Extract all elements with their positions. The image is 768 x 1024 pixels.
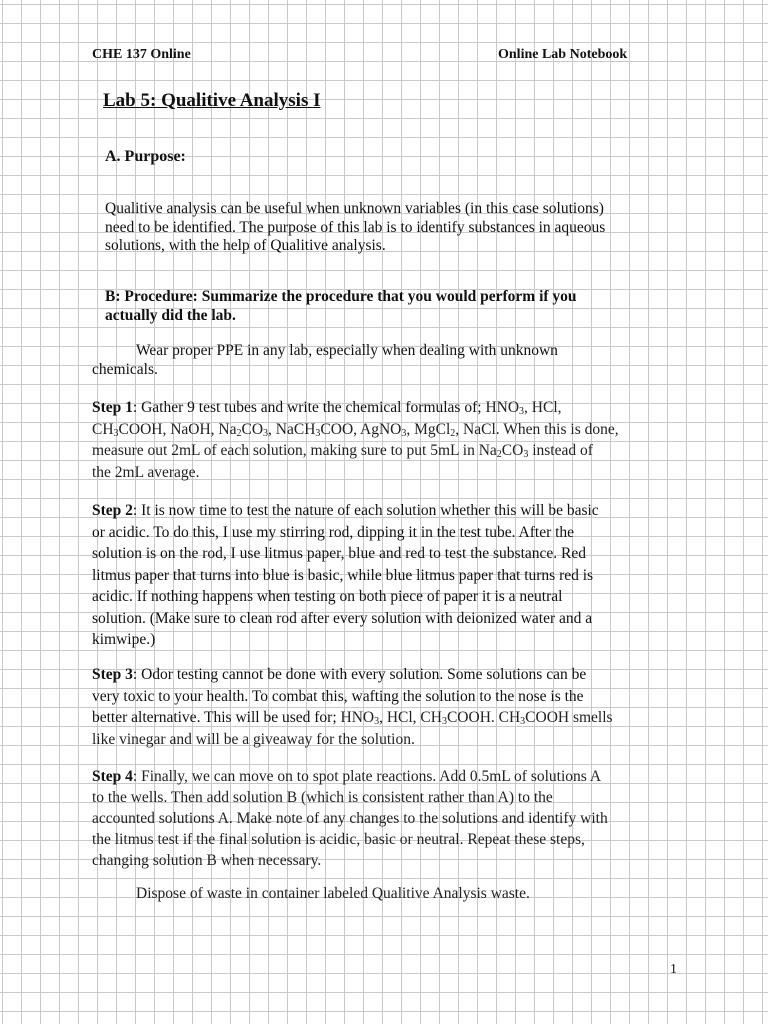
header-course: CHE 137 Online xyxy=(92,47,191,62)
page-number: 1 xyxy=(670,962,677,977)
intro-line: chemicals. xyxy=(92,360,158,378)
header-notebook: Online Lab Notebook xyxy=(498,47,628,62)
lab-title: Lab 5: Qualitive Analysis I xyxy=(103,90,321,111)
step-3-label: Step 3 xyxy=(92,666,133,683)
step-4-line: changing solution B when necessary. xyxy=(92,852,322,869)
step-1-label: Step 1 xyxy=(92,399,133,416)
step-2-line: Step 2: It is now time to test the nature of each solution whether this will be basic xyxy=(92,502,599,519)
step-1-line: the 2mL average. xyxy=(92,463,200,481)
step-3 xyxy=(92,664,613,750)
purpose-paragraph xyxy=(105,200,605,256)
step-1-line: measure out 2mL of each solution, making sure to put 5mL in $Na_2CO_3$ instead of xyxy=(92,442,593,460)
step-3-line: like vinegar and will be a giveaway for the solution. xyxy=(92,730,415,748)
step-2-line: kimwipe.) xyxy=(92,631,156,648)
step-2-label: Step 2 xyxy=(92,502,133,519)
step-4 xyxy=(92,766,608,871)
step-2-line: litmus paper that turns into blue is basic, while blue litmus paper that turns red is xyxy=(92,566,594,584)
step-3-line: Step 3: Odor testing cannot be done with every solution. Some solutions can be xyxy=(92,666,587,683)
step-1 xyxy=(92,397,619,483)
procedure-heading-line: actually did the lab. xyxy=(105,306,236,324)
step-2 xyxy=(92,500,599,651)
step-4-line: to the wells. Then add solution B (which is consistent rather than A) to the xyxy=(92,789,553,806)
purpose-heading: A. Purpose: xyxy=(105,148,186,165)
step-2-line: solution is on the rod, I use litmus paper, blue and red to test the substance. Red xyxy=(92,545,586,562)
step-2-line: solution. (Make sure to clean rod after every solution with deionized water and a xyxy=(92,609,593,627)
procedure-heading xyxy=(105,288,577,325)
procedure-heading-line: B: Procedure: Summarize the procedure that you would perform if you xyxy=(105,288,577,305)
dispose-note: Dispose of waste in container labeled Qualitive Analysis waste. xyxy=(136,885,530,902)
step-4-label: Step 4 xyxy=(92,768,133,785)
step-3-line: better alternative. This will be used for; $HNO_3$, HCl, $CH_3COOH$. $CH_3COOH$ smells xyxy=(92,709,613,727)
step-4-line: Step 4: Finally, we can move on to spot plate reactions. Add 0.5mL of solutions A xyxy=(92,768,602,785)
step-4-line: the litmus test if the final solution is acidic, basic or neutral. Repeat these steps, xyxy=(92,831,585,848)
procedure-intro xyxy=(92,342,558,379)
purpose-line: need to be identified. The purpose of this lab is to identify substances in aqueous xyxy=(105,218,606,236)
intro-line: Wear proper PPE in any lab, especially when dealing with unknown xyxy=(136,342,558,359)
step-1-line: Step 1: Gather 9 test tubes and write the chemical formulas of; $HNO_3$, HCl, xyxy=(92,399,562,417)
purpose-line: solutions, with the help of Qualitive analysis. xyxy=(105,237,386,254)
step-2-line: or acidic. To do this, I use my stirring rod, dipping it in the test tube. After the xyxy=(92,523,575,541)
purpose-line: Qualitive analysis can be useful when unknown variables (in this case solutions) xyxy=(105,200,604,217)
step-3-line: very toxic to your health. To combat this, wafting the solution to the nose is the xyxy=(92,687,584,705)
step-2-line: acidic. If nothing happens when testing on both piece of paper it is a neutral xyxy=(92,588,563,605)
step-1-line: $CH_3COOH$, NaOH, $Na_2CO_3$, NaCH$_3$COO, AgNO$_3$, MgCl$_2$, NaCl. When this is done, xyxy=(92,420,619,439)
step-4-line: accounted solutions A. Make note of any changes to the solutions and identify with xyxy=(92,810,608,827)
